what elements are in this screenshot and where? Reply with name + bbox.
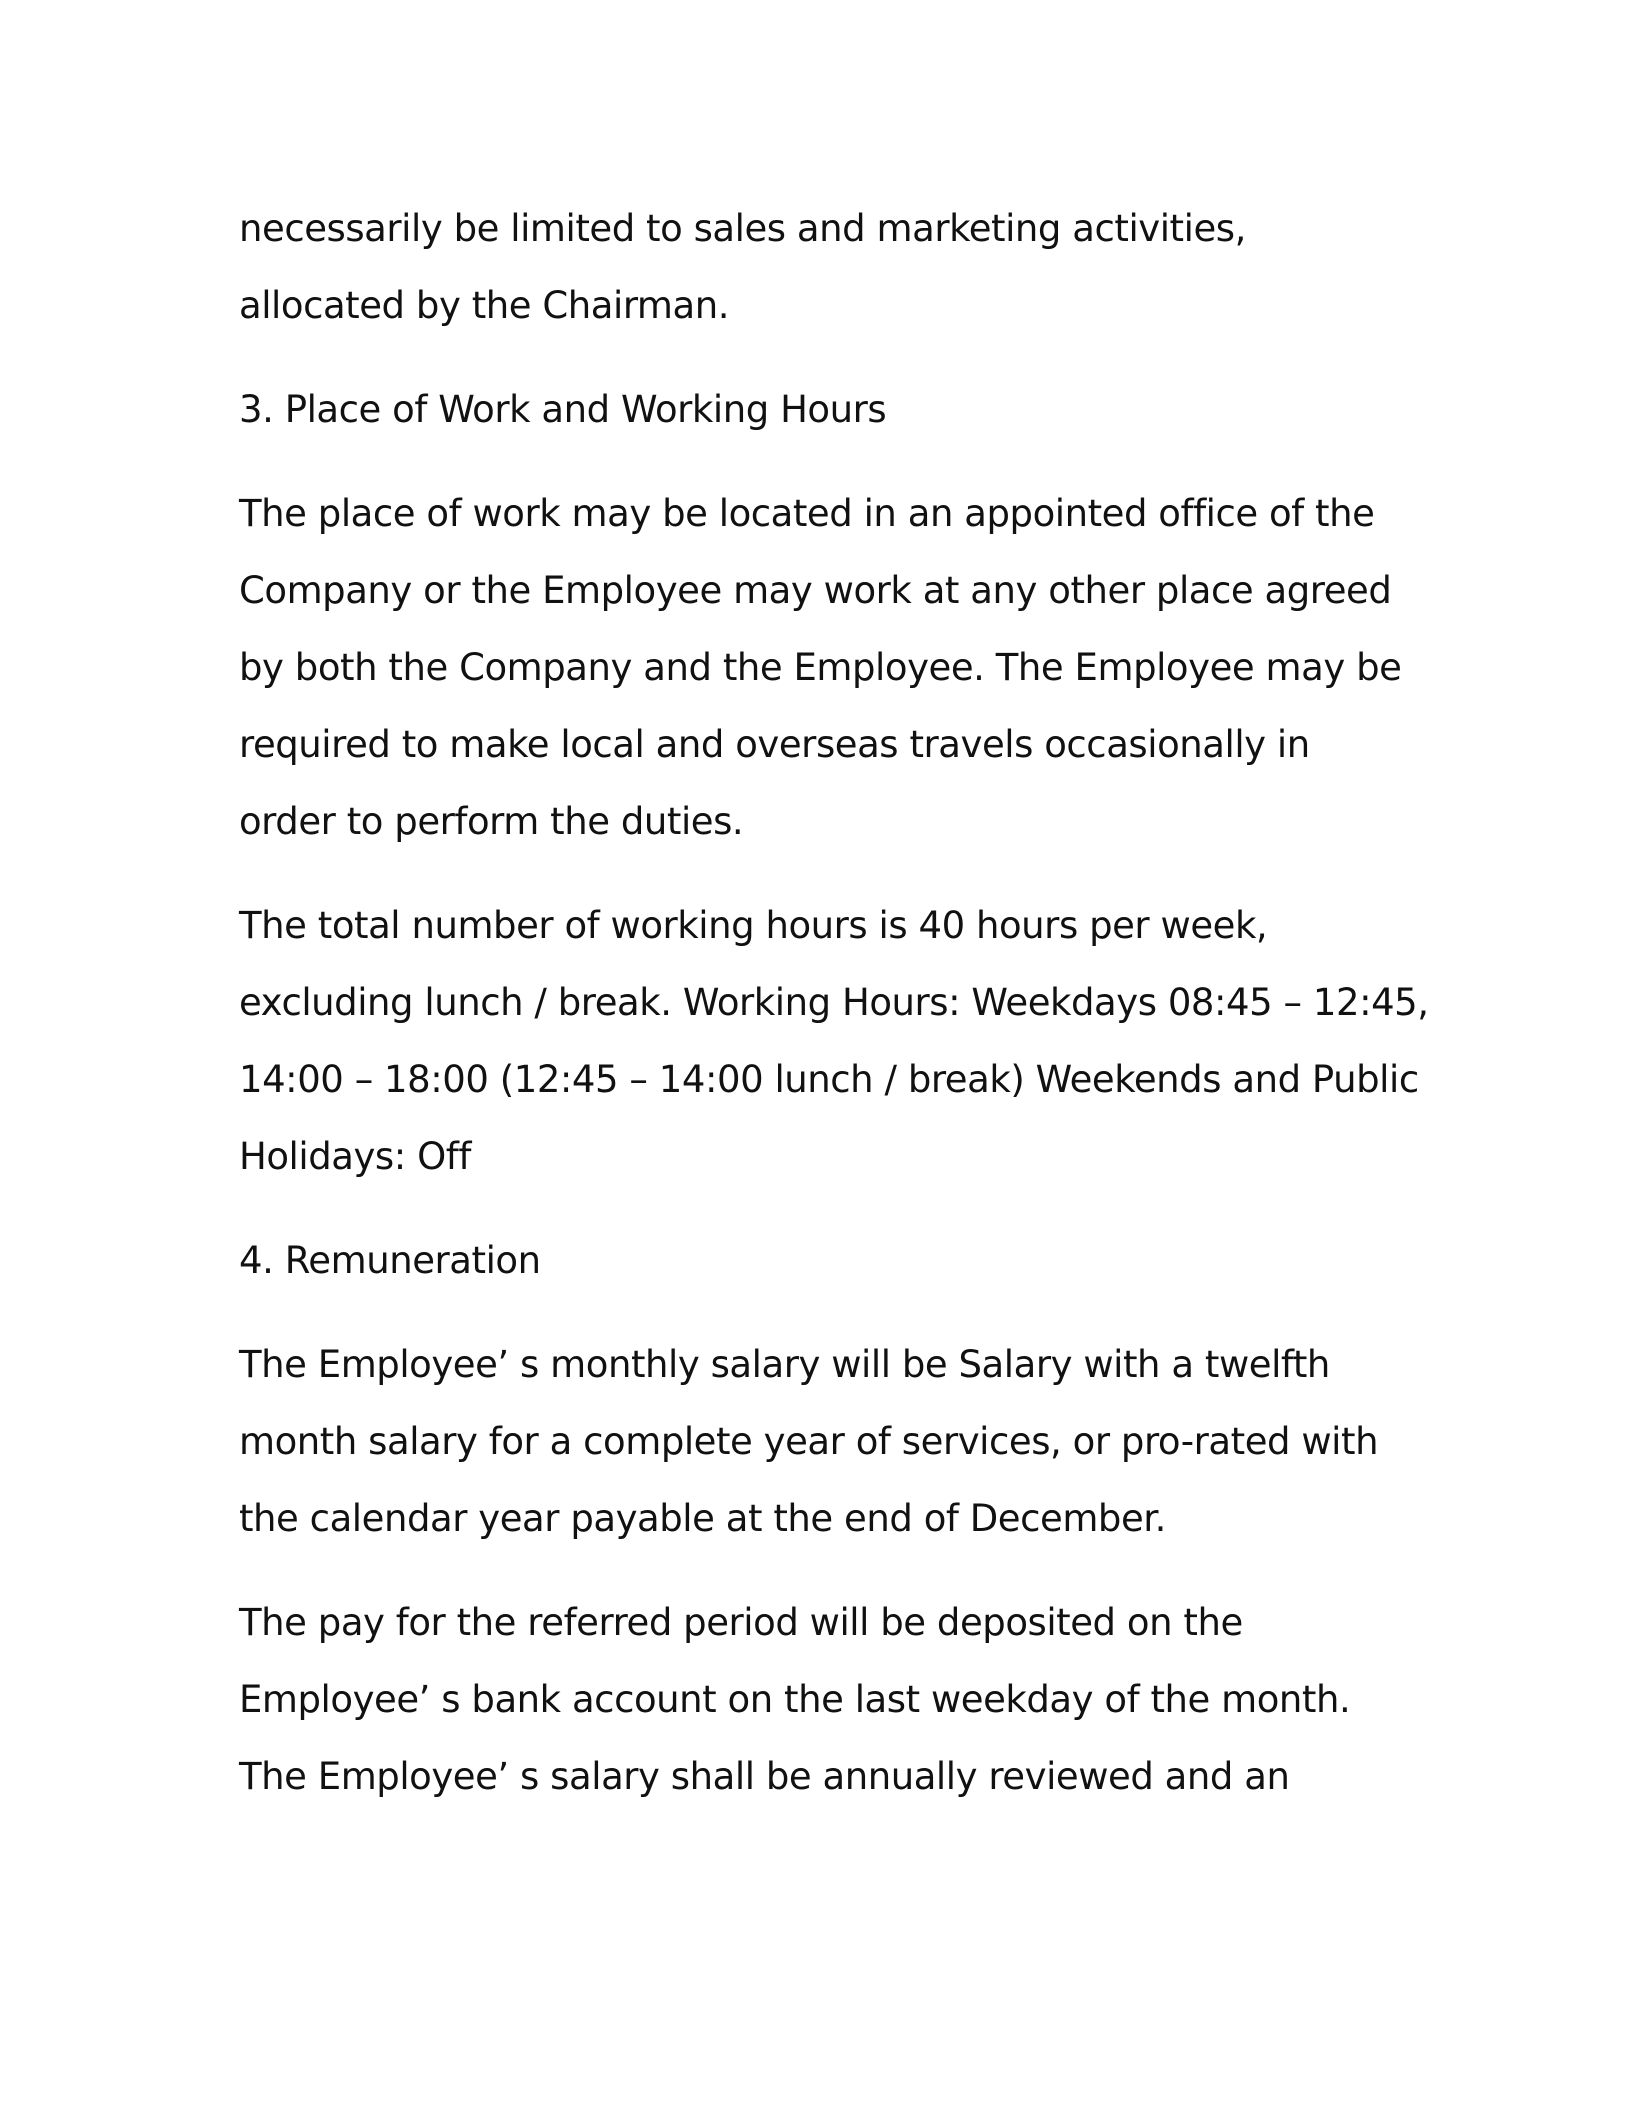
section-heading-place-of-work [239,371,1409,448]
section-heading-remuneration [239,1222,1409,1299]
text-line: 14:00 – 18:00 (12:45 – 14:00 lunch / break) Weekends and Public [239,1058,1419,1101]
text-line: Company or the Employee may work at any other place agreed [239,569,1392,612]
text-line: The pay for the referred period will be deposited on the [239,1601,1243,1644]
text-line: by both the Company and the Employee. The Employee may be [239,646,1402,689]
text-line: The Employee’ s monthly salary will be Salary with a twelfth [239,1343,1330,1386]
paragraph-monthly-salary [239,1326,1409,1557]
text-line: order to perform the duties. [239,800,744,843]
text-line: Employee’ s bank account on the last weekday of the month. [239,1678,1351,1721]
heading-text: 3. Place of Work and Working Hours [239,388,887,431]
text-line: required to make local and overseas travels occasionally in [239,723,1310,766]
text-line: necessarily be limited to sales and marketing activities, [239,207,1246,250]
text-line: excluding lunch / break. Working Hours: Weekdays 08:45 – 12:45, [239,981,1429,1024]
text-line: the calendar year payable at the end of December. [239,1497,1166,1540]
paragraph-working-hours [239,887,1429,1195]
text-line: Holidays: Off [239,1135,471,1178]
text-line: The place of work may be located in an appointed office of the [239,492,1375,535]
heading-text: 4. Remuneration [239,1239,541,1282]
paragraph-pay-deposit [239,1584,1409,1815]
text-line: allocated by the Chairman. [239,284,730,327]
text-line: The total number of working hours is 40 hours per week, [239,904,1268,947]
paragraph-place-of-work [239,475,1409,860]
document-body [239,190,1429,1815]
paragraph-duties-continued [239,190,1409,344]
text-line: The Employee’ s salary shall be annually reviewed and an [239,1755,1290,1798]
text-line: month salary for a complete year of services, or pro-rated with [239,1420,1379,1463]
